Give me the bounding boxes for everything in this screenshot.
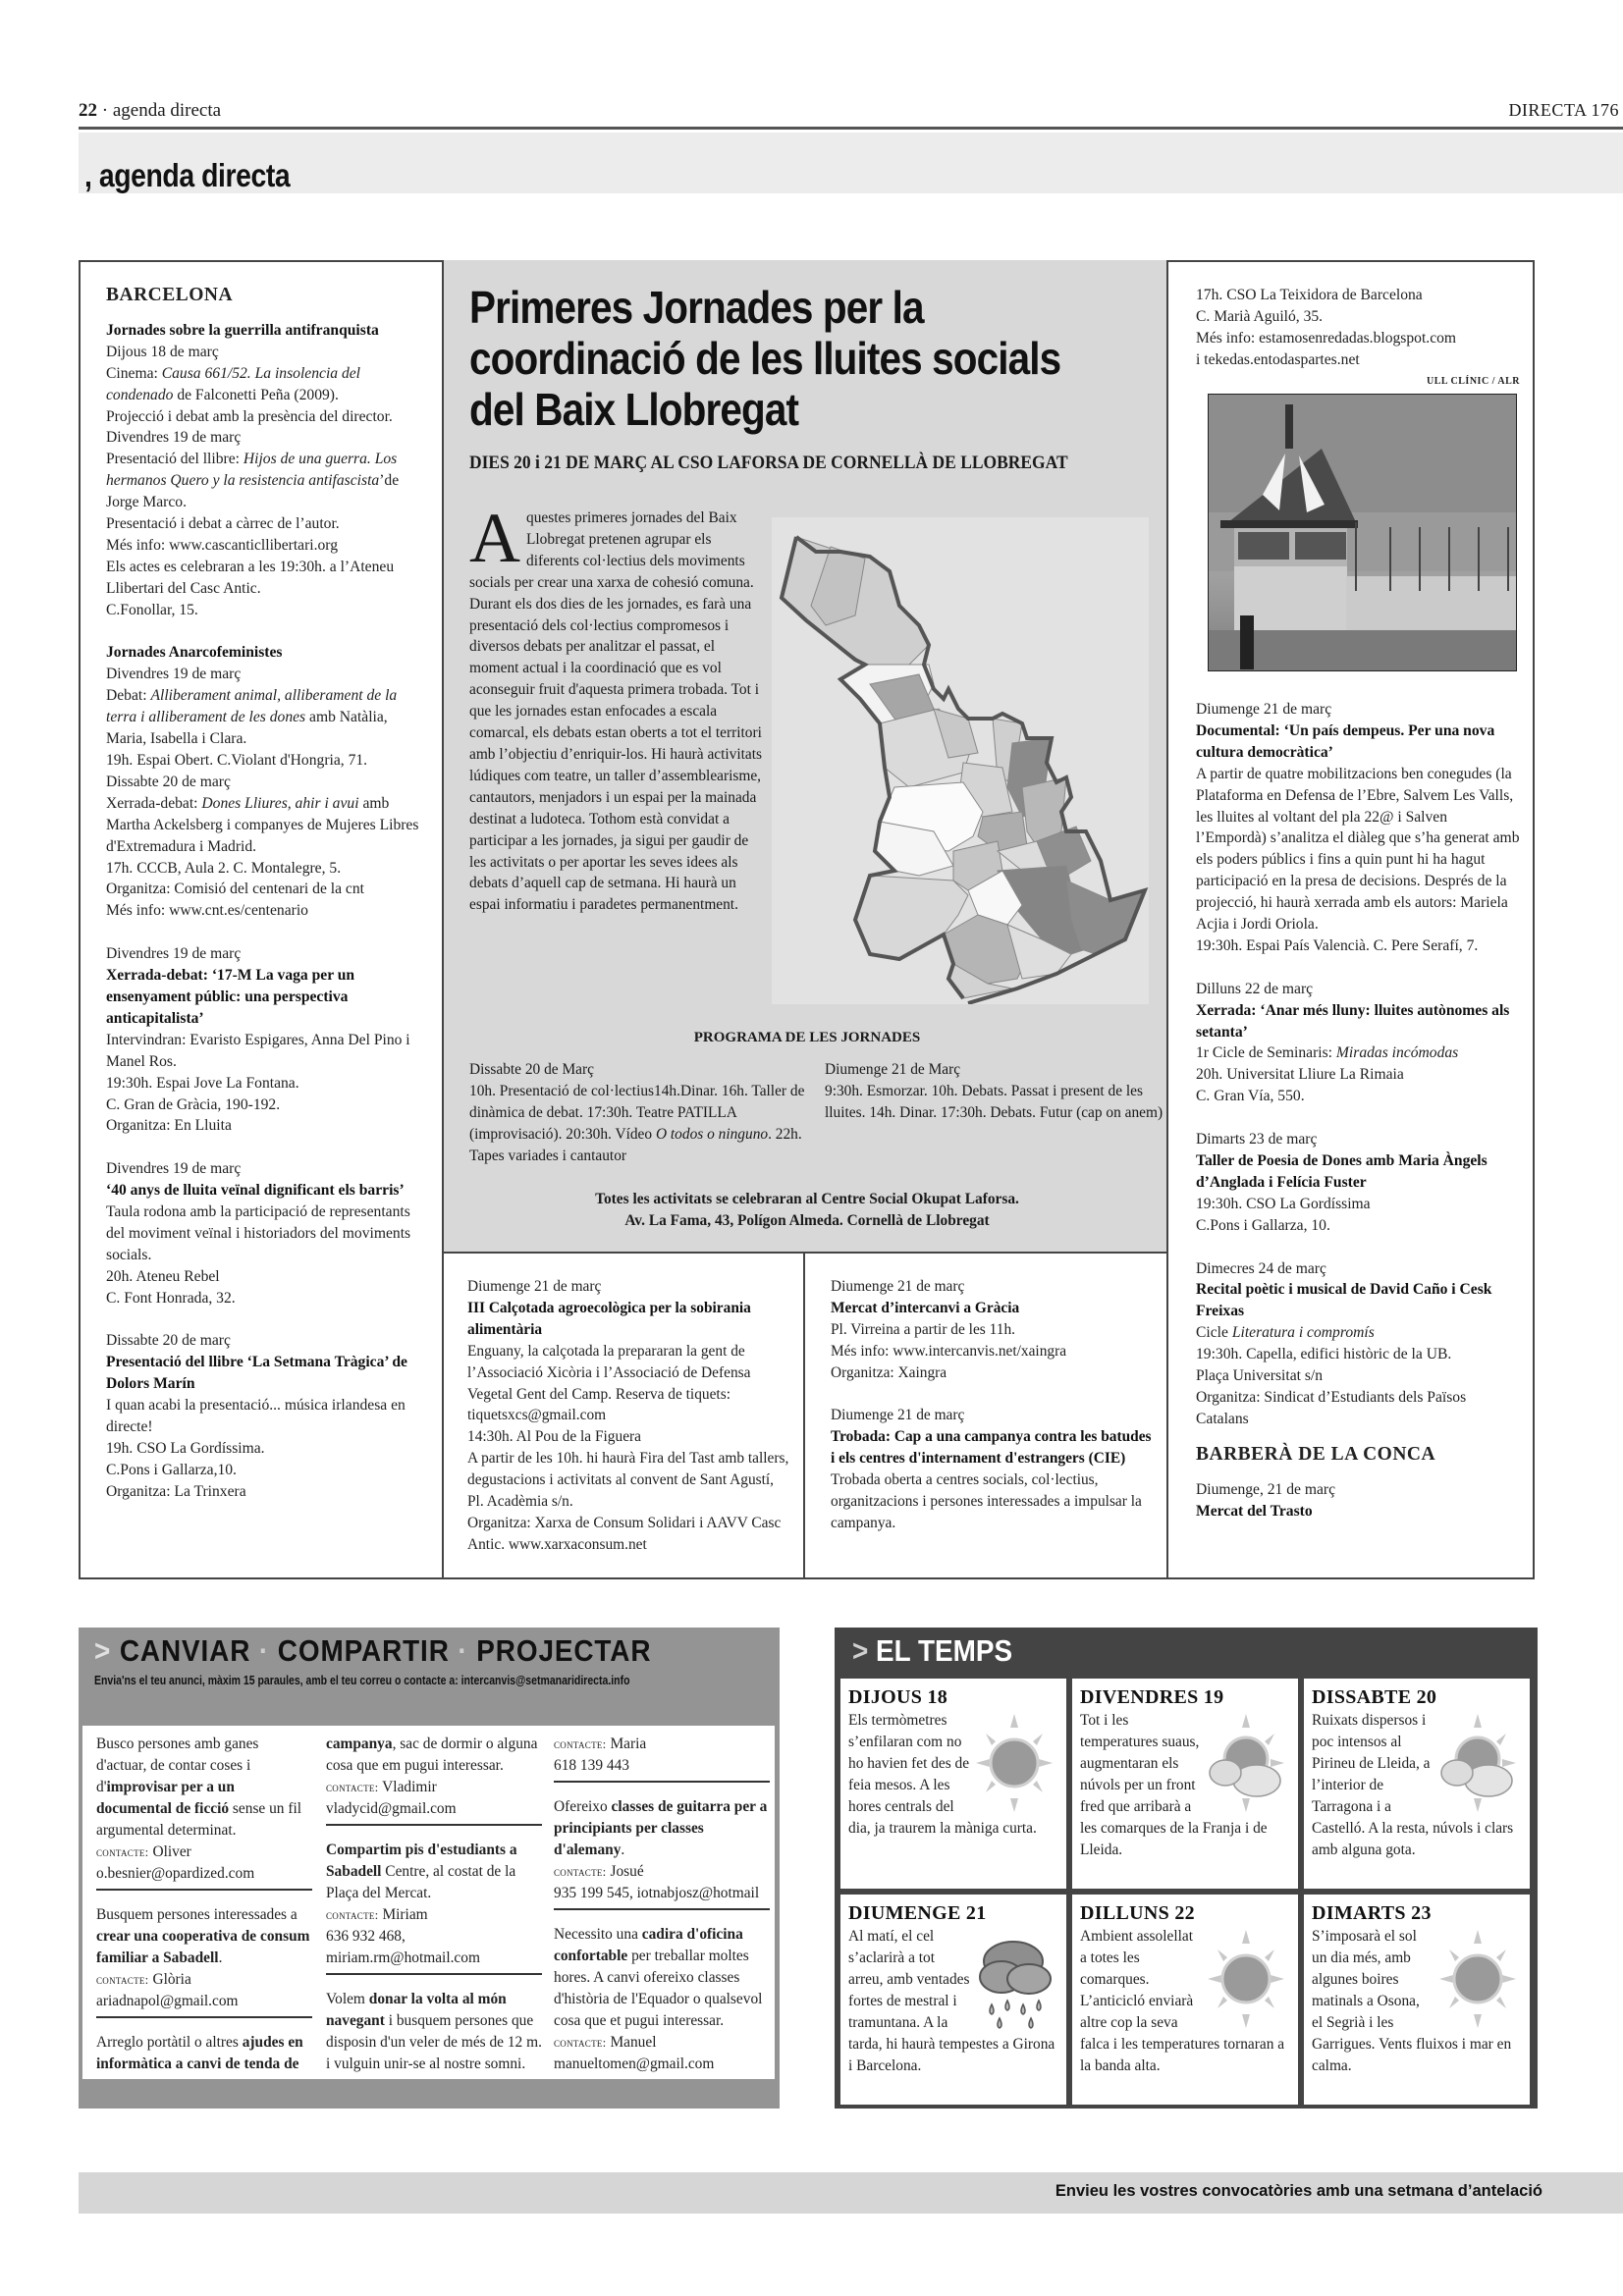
event-line: 14:30h. Al Pou de la Figuera — [467, 1428, 641, 1446]
event-calcotada — [467, 1276, 791, 1556]
event-link[interactable]: Més info: estamosenredadas.blogspot.com — [1196, 329, 1457, 347]
event-trobada-cie — [831, 1405, 1155, 1533]
event-line: Dissabte 20 de març — [106, 773, 231, 790]
event-date: Diumenge 21 de març — [1196, 701, 1332, 718]
event-title: Taller de Poesia de Dones amb Maria Àngels d’Anglada i Felícia Fuster — [1196, 1152, 1488, 1191]
separator-dot: · — [258, 1633, 270, 1668]
classified-ad: Busquem persones interessades a crear una cooperativa de consum familiar a Sabadell. contacte: Glòria ariadnapol@gmail.com — [96, 1904, 312, 2018]
section-band — [79, 133, 1623, 193]
program-text: 10h. Presentació de col·lectius14h.Dinar. 16h. Taller de dinàmica de debat. 17:30h. Teatre PATILLA (improvisació). 20:30h. Vídeo O todos o ninguno. 22h. Tapes variades i cantautor — [469, 1082, 805, 1164]
event-line: Cicle Literatura i compromís — [1196, 1324, 1375, 1342]
classifieds-subtitle: Envia'ns el teu anunci, màxim 15 paraules, amb el teu correu o contacte a: intercanvis@setmanaridirecta.info — [94, 1674, 630, 1687]
photo-credit: ULL CLÍNIC / ALR — [1427, 375, 1520, 387]
contact-email[interactable]: o.besnier@opardized.com — [96, 1865, 255, 1882]
event-title: Jornades sobre la guerrilla antifranquista — [106, 321, 379, 339]
weather-text: Al matí, el cel s’aclarirà a tot arreu, amb ventades fortes de mestral i tramuntana. A la tarda, hi haurà tempestes a Girona i Barcelona. — [848, 1928, 1055, 2074]
contact-phone[interactable]: 618 139 443 — [554, 1757, 629, 1774]
program-footer — [444, 1189, 1170, 1232]
weather-day-label: DIUMENGE 21 — [848, 1902, 987, 1924]
feature-box — [442, 260, 1168, 1254]
page-folio: 22 · agenda directa — [79, 100, 222, 121]
event-vaga — [106, 943, 430, 1137]
event-line: Projecció i debat amb la presència del director. — [106, 407, 393, 425]
event-line: Dijous 18 de març — [106, 343, 219, 360]
classifieds-list — [82, 1726, 775, 2079]
classified-ad: Compartim pis d'estudiants a Sabadell Centre, al costat de la Plaça del Mercat. contacte: Miriam 636 932 468, miriam.rm@hotmail.com — [326, 1840, 542, 1975]
program-text: 9:30h. Esmorzar. 10h. Debats. Passat i present de les lluites. 14h. Dinar. 17:30h. Debats. Futur (cap on anem) — [825, 1082, 1163, 1121]
event-title: Xerrada-debat: ‘17-M La vaga per un ensenyament públic: una perspectiva anticapitalista’ — [106, 967, 355, 1027]
weather-text: S’imposarà el sol un dia més, amb algunes boires matinals a Osona, el Segrià i les Garrigues. Vents fluixos i mar en calma. — [1312, 1928, 1512, 2074]
weather-title — [852, 1633, 1012, 1669]
weather-day-thursday — [840, 1679, 1066, 1889]
event-line: Organitza: En Lluita — [106, 1117, 232, 1135]
event-lluita-veinal — [106, 1158, 430, 1308]
event-date: Dimarts 23 de març — [1196, 1131, 1318, 1148]
film-title: Causa 661/52. La insolencia del condenado — [106, 364, 361, 403]
event-line: A partir de les 10h. hi haurà Fira del Tast amb tallers, degustacions i activitats al convent de Sant Agustí, Pl. Acadèmia s/n. — [467, 1450, 789, 1511]
program-day-label: Diumenge 21 de Març — [825, 1061, 961, 1078]
event-link[interactable]: Més info: www.cnt.es/centenario — [106, 902, 308, 920]
event-line: C. Gran Vía, 550. — [1196, 1088, 1305, 1105]
title-word: PROJECTAR — [476, 1633, 652, 1668]
weather-day-friday — [1072, 1679, 1298, 1889]
photo-image — [1209, 395, 1517, 671]
event-line: Plaça Universitat s/n — [1196, 1367, 1324, 1385]
feature-headline: Primeres Jornades per la coordinació de les lluites socials del Baix Llobregat — [469, 282, 1061, 435]
event-line: Debat: Alliberament animal, alliberament de la terra i alliberament de les dones amb Natàlia, Maria, Isabella i Clara. — [106, 687, 398, 748]
event-intercanvi-gracia — [831, 1276, 1155, 1534]
weather-day-tuesday — [1304, 1895, 1530, 2105]
weather-day-label: DIVENDRES 19 — [1080, 1686, 1224, 1708]
page-number: 22 — [79, 100, 97, 121]
contact-email[interactable]: manueltomen@gmail.com — [554, 2056, 715, 2072]
intro-text: questes primeres jornades del Baix Llobregat pretenen agrupar els diferents col·lectius dels moviments socials per crear una xarxa de cohesió comuna. Durant els dos dies de les jornades, es farà una presentació dels col·lectius compromesos i diversos debats per analitzar el passat, el moment actual i la coordinació que es vol aconseguir fruit d'aquesta primera trobada. Tot i que les jornades estan enfocades a escala comarcal, els debats estan oberts a tot el territori amb l’objectiu d’enriquir-los. Hi haurà activitats lúdiques com teatre, un taller d’assemblearisme, cantautors, menjadors i un espai per la mainada destinat a ludoteca. Tothom està convidat a participar a les jornades, ja sigui per gaudir de les activitats o per aportar les seves idees als debats d’aquell cap de setmana. Hi haurà un espai informatiu i paradetes permanentment. — [469, 509, 763, 914]
event-title: Xerrada: ‘Anar més lluny: lluites autònomes als setanta’ — [1196, 1001, 1510, 1041]
event-date: Dissabte 20 de març — [106, 1332, 231, 1350]
classified-ad-continued: campanya, sac de dormir o alguna cosa que em pugui interessar. contacte: Vladimir vladycid@gmail.com — [326, 1734, 542, 1826]
event-line: 19h. Espai Obert. C.Violant d'Hongria, 71. — [106, 752, 368, 770]
event-line: 19:30h. CSO La Gordíssima — [1196, 1195, 1371, 1212]
event-title: Mercat del Trasto — [1196, 1502, 1313, 1520]
event-date: Diumenge 21 de març — [831, 1278, 965, 1295]
weather-text: Ruixats dispersos i poc intensos al Pirineu de Lleida, a l’interior de Tarragona i a Castelló. A la resta, núvols i clars amb alguna gota. — [1312, 1712, 1514, 1858]
event-line: C. Marià Aguiló, 35. — [1196, 307, 1324, 325]
weather-day-label: DISSABTE 20 — [1312, 1686, 1437, 1708]
event-date: Divendres 19 de març — [106, 1160, 242, 1178]
event-line: Cinema: Causa 661/52. La insolencia del condenado de Falconetti Peña (2009). — [106, 364, 361, 403]
program-venue: Totes les activitats se celebraran al Centre Social Okupat Laforsa. — [595, 1191, 1019, 1207]
classified-ad: Busco persones amb ganes d'actuar, de contar coses i d'improvisar per a un documental de ficció sense un fil argumental determinat. contacte: Oliver o.besnier@opardized.com — [96, 1734, 312, 1891]
event-line: 19h. CSO La Gordíssima. — [106, 1439, 265, 1457]
weather-day-label: DIJOUS 18 — [848, 1686, 948, 1708]
event-title: Recital poètic i musical de David Caño i Cesk Freixas — [1196, 1281, 1492, 1320]
event-title: Presentació del llibre ‘La Setmana Tràgica’ de Dolors Marín — [106, 1354, 407, 1393]
rain-cloud-icon — [974, 1926, 1055, 2032]
program-day-label: Dissabte 20 de Març — [469, 1061, 594, 1078]
separator-dot: · — [458, 1633, 468, 1668]
event-line: Pl. Virreina a partir de les 11h. — [831, 1320, 1015, 1338]
event-date: Diumenge, 21 de març — [1196, 1480, 1336, 1498]
left-column — [106, 285, 430, 1503]
event-text: Enguany, la calçotada la prepararan la gent de l’Associació Xicòria i l’Associació de Defensa Vegetal Gent del Camp. Reserva de tiquets: tiquetsxcs@gmail.com — [467, 1342, 751, 1424]
event-line: Organitza: Sindicat d’Estudiants dels Països Catalans — [1196, 1388, 1467, 1427]
event-line: 20h. Ateneu Rebel — [106, 1267, 220, 1285]
event-title: Mercat d’intercanvi a Gràcia — [831, 1299, 1020, 1316]
program-title: PROGRAMA DE LES JORNADES — [693, 1030, 921, 1045]
event-line: 17h. CCCB, Aula 2. C. Montalegre, 5. — [106, 859, 342, 877]
map-icon — [772, 517, 1149, 1004]
weather-day-monday — [1072, 1895, 1298, 2105]
contact-email[interactable]: ariadnapol@gmail.com — [96, 1993, 239, 2009]
city-heading: BARBERÀ DE LA CONCA — [1196, 1443, 1436, 1465]
title-word: COMPARTIR — [277, 1633, 450, 1668]
classified-ad: Ofereixo classes de guitarra per a principiants per classes d'alemany. contacte: Josué 935 199 545, iotnabjosz@hotmail — [554, 1796, 770, 1910]
event-recital — [1196, 1258, 1520, 1430]
event-line: Organitza: Xarxa de Consum Solidari i AAVV Casc Antic. www.xarxaconsum.net — [467, 1514, 782, 1553]
event-line: Trobada oberta a centres socials, col·lectius, organitzacions i persones interessades a impulsar la campanya. — [831, 1471, 1142, 1531]
feature-intro — [469, 499, 764, 916]
event-title: Jornades Anarcofeministes — [106, 644, 283, 662]
classifieds-column — [326, 1734, 542, 2093]
event-line: Intervindran: Evaristo Espigares, Anna Del Pino i Manel Ros. — [106, 1031, 410, 1070]
event-guerrilla — [106, 320, 430, 621]
weather-day-saturday — [1304, 1679, 1530, 1889]
classified-ad: Arreglo portàtil o altres ajudes en informàtica a canvi de tenda de — [96, 2034, 303, 2072]
event-line: Els actes es celebraran a les 19:30h. a l’Ateneu Llibertari del Casc Antic. — [106, 558, 395, 597]
classified-ad: Necessito una cadira d'oficina confortable per treballar moltes hores. A canvi ofereixo classes d'història de l'Equador o qualsevol cosa que et pugui interessar. contacte: Manuel manueltomen@gmail.com — [554, 1926, 763, 2072]
event-line: C.Fonollar, 15. — [106, 601, 198, 618]
arrow-icon: > — [852, 1633, 869, 1668]
classifieds-column — [554, 1734, 770, 2093]
weather-day-label: DIMARTS 23 — [1312, 1902, 1432, 1924]
event-line: 20h. Universitat Lliure La Rimaia — [1196, 1066, 1404, 1084]
event-documental — [1196, 699, 1520, 957]
event-line: C.Pons i Gallarza,10. — [106, 1461, 237, 1478]
footer-bar — [79, 2172, 1623, 2214]
event-line: Divendres 19 de març — [106, 429, 242, 447]
running-head — [79, 98, 1623, 130]
event-anarcofeministes — [106, 642, 430, 922]
event-date: Diumenge 21 de març — [467, 1278, 602, 1295]
classified-ad: Volem donar la volta al món navegant i busquem persones que disposin d'un veler de més de 12 m. i vulguin unir-se al nostre somni. — [326, 1991, 542, 2072]
program-address: Av. La Fama, 43, Polígon Almeda. Cornellà de Llobregat — [624, 1212, 990, 1229]
sun-icon — [1206, 1926, 1286, 2032]
divider — [803, 1254, 805, 1579]
event-line: 19:30h. Capella, edifici històric de la UB. — [1196, 1346, 1452, 1363]
event-line: I quan acabi la presentació... música irlandesa en directe! — [106, 1397, 406, 1436]
program-day-2 — [825, 1059, 1168, 1124]
contact-phone-email[interactable]: 636 932 468, miriam.rm@hotmail.com — [326, 1928, 480, 1966]
event-title: Documental: ‘Un país dempeus. Per una nova cultura democràtica’ — [1196, 721, 1495, 761]
sun-icon — [1437, 1926, 1518, 2032]
weather-text: Tot i les temperatures suaus, augmentaran els núvols per un front fred que arribarà a les comarques de la Franja i de Lleida. — [1080, 1712, 1268, 1858]
weather-text: Ambient assolellat a totes les comarques. L’anticicló enviarà altre cop la seva falca i les temperatures tornaran a la banda alta. — [1080, 1928, 1285, 2074]
weather-title-text: EL TEMPS — [876, 1633, 1013, 1668]
event-link[interactable]: Més info: www.cascanticllibertari.org — [106, 536, 338, 554]
event-link[interactable]: i tekedas.entodaspartes.net — [1196, 350, 1360, 368]
event-line: Organitza: Comisió del centenari de la cnt — [106, 881, 364, 898]
sun-cloud-icon — [1437, 1710, 1518, 1816]
event-title: Trobada: Cap a una campanya contra les batudes i els centres d'internament d'estrangers (CIE) — [831, 1428, 1152, 1468]
weather-day-label: DILLUNS 22 — [1080, 1902, 1195, 1924]
drop-cap: A — [469, 499, 520, 577]
event-line: 19:30h. Espai Jove La Fontana. — [106, 1074, 299, 1092]
section-title: , agenda directa — [84, 157, 291, 193]
event-date: Diumenge 21 de març — [831, 1407, 965, 1424]
classifieds-column — [96, 1734, 312, 2093]
sun-cloud-icon — [1206, 1710, 1286, 1816]
event-taller-poesia — [1196, 1129, 1520, 1237]
classifieds-title — [94, 1633, 651, 1669]
event-line: Taula rodona amb la participació de representants del moviment veïnal i historiadors del moviments socials. — [106, 1203, 411, 1263]
weather-day-sunday — [840, 1895, 1066, 2105]
event-title: ‘40 anys de lluita veïnal dignificant els barris’ — [106, 1182, 405, 1200]
event-title: III Calçotada agroecològica per la sobirania alimentària — [467, 1299, 751, 1338]
sun-icon — [974, 1710, 1055, 1816]
folio-section: agenda directa — [112, 100, 222, 121]
classified-ad-continued: contacte: Maria 618 139 443 — [554, 1734, 770, 1783]
event-line: Xerrada-debat: Dones Lliures, ahir i avui amb Martha Ackelsberg i companyes de Mujeres Libres d'Extremadura i Madrid. — [106, 794, 419, 855]
event-line: 17h. CSO La Teixidora de Barcelona — [1196, 287, 1423, 303]
classifieds-box — [79, 1628, 780, 2109]
event-line: 19:30h. Espai País Valencià. C. Pere Serafí, 7. — [1196, 936, 1479, 954]
event-line: Presentació del llibre: Hijos de una guerra. Los hermanos Quero y la resistencia antifascista’de Jorge Marco. — [106, 451, 400, 511]
book-title: Hijos de una guerra. Los hermanos Quero y la resistencia antifascista — [106, 451, 398, 490]
divider — [1166, 260, 1168, 1579]
event-line: C. Gran de Gràcia, 190-192. — [106, 1095, 281, 1113]
event-date: Dimecres 24 de març — [1196, 1259, 1326, 1277]
title-word: CANVIAR — [119, 1633, 251, 1668]
feature-subhead: DIES 20 i 21 DE MARÇ AL CSO LAFORSA DE CORNELLÀ DE LLOBREGAT — [469, 453, 1068, 473]
event-text: A partir de quatre mobilitzacions ben conegudes (la Plataforma en Defensa de l’Ebre, Salvem Les Valls, les lluites al voltant del pla 22@ i Salven l’Empordà) s’analitza el diàleg que s’ha generat amb els poders públics i fins a quin punt hi ha hagut participació en la presa de decisions. Després de la projecció, hi haurà xerrada amb els autors: Mariela Acjia i Jordi Oriola. — [1196, 765, 1520, 934]
contact-email[interactable]: vladycid@gmail.com — [326, 1800, 457, 1817]
footer-text: Envieu les vostres convocatòries amb una setmana d’antelació — [1055, 2182, 1542, 2200]
baix-llobregat-map — [772, 517, 1149, 1004]
divider — [442, 1254, 444, 1579]
arrow-icon: > — [94, 1633, 112, 1668]
right-column — [1196, 285, 1520, 393]
event-line: Divendres 19 de març — [106, 666, 242, 683]
issue-label: DIRECTA 176 — [1508, 100, 1619, 120]
photo-detention-center — [1208, 394, 1517, 671]
right-column-events — [1196, 699, 1520, 1522]
weather-box — [835, 1628, 1538, 2109]
program-day-1 — [469, 1059, 813, 1167]
event-anar-mes-lluny — [1196, 979, 1520, 1107]
event-date: Dilluns 22 de març — [1196, 980, 1314, 997]
event-line: C. Font Honrada, 32. — [106, 1289, 236, 1307]
event-link[interactable]: Més info: www.intercanvis.net/xaingra — [831, 1342, 1067, 1360]
contact-phone-email[interactable]: 935 199 545, iotnabjosz@hotmail — [554, 1885, 760, 1901]
event-line: Organitza: La Trinxera — [106, 1482, 246, 1500]
event-line: Organitza: Xaingra — [831, 1363, 947, 1381]
event-setmana-tragica — [106, 1330, 430, 1502]
event-date: Divendres 19 de març — [106, 945, 242, 963]
event-line: Presentació i debat a càrrec de l’autor. — [106, 515, 340, 533]
city-heading: BARCELONA — [106, 285, 234, 305]
event-line: 1r Cicle de Seminaris: Miradas incómodas — [1196, 1044, 1459, 1062]
weather-text: Els termòmetres s’enfilaran com no ho havien fet des de feia mesos. A les hores centrals del dia, ja traurem la màniga curta. — [848, 1712, 1037, 1837]
event-line: C.Pons i Gallarza, 10. — [1196, 1216, 1330, 1234]
